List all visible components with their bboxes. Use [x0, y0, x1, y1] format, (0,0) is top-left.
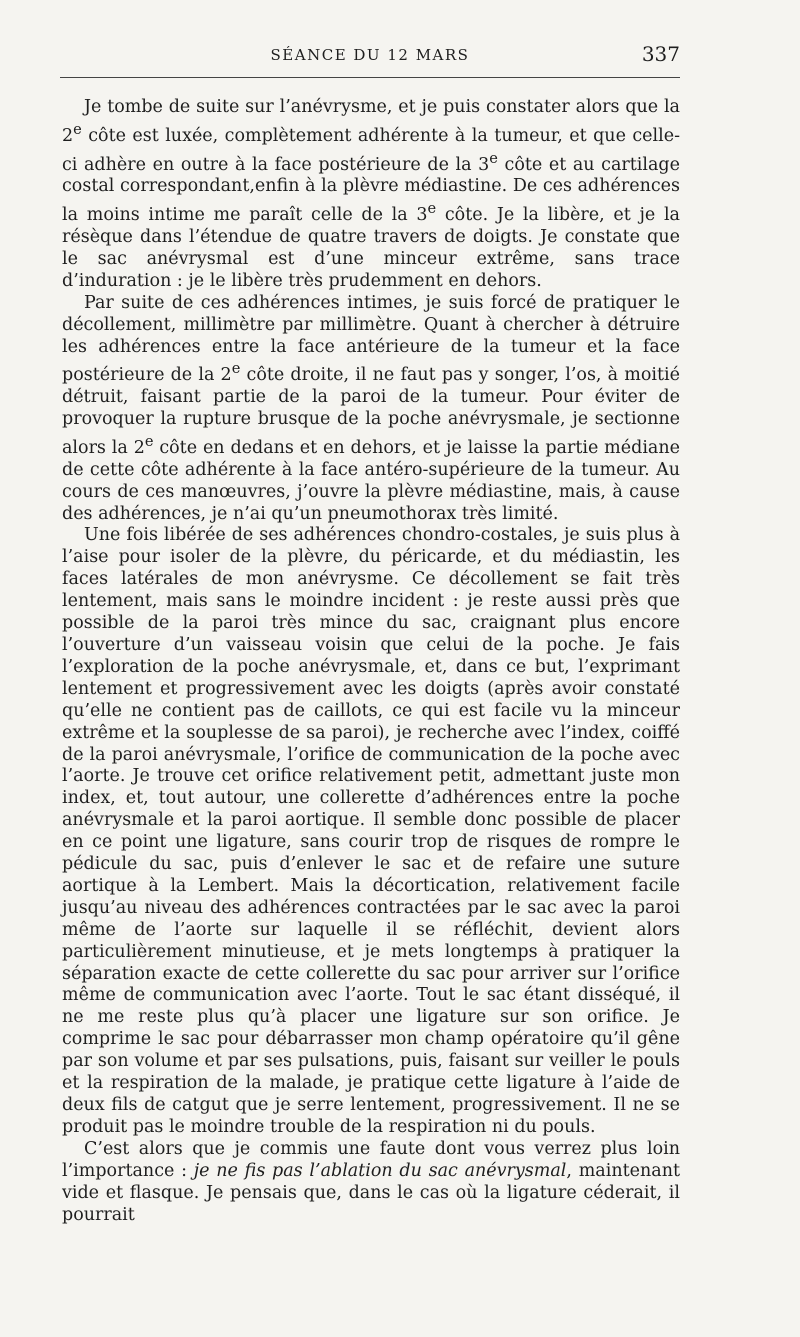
running-title: SÉANCE DU 12 MARS — [270, 46, 470, 64]
page-number: 337 — [641, 42, 680, 66]
body-text — [62, 97, 680, 1226]
paragraph: Par suite de ces adhérences intimes, je suis forcé de pratiquer le décollement, millimètre par millimètre. Quant à chercher à détruire les adhérences entre la face antérieure de la tumeur et la face postérieure de la 2e côte droite, il ne faut pas y songer, l’os, à moitié détruit, faisant partie de la paroi de la tumeur. Pour éviter de provoquer la rupture brusque de la poche anévrysmale, je sectionne alors la 2e côte en dedans et en dehors, et je laisse la partie médiane de cette côte adhérente à la face antéro-supérieure de la tumeur. Au cours de ces manœuvres, j’ouvre la plèvre médiastine, mais, à cause des adhérences, je n’ai qu’un pneumothorax très limité. — [62, 292, 681, 524]
paragraph: C’est alors que je commis une faute dont vous verrez plus loin l’importance : je ne fis pas l’ablation du sac anévrysmal, maintenant vide et flasque. Je pensais que, dans le cas où la ligature céderait, il pourrait — [62, 1138, 681, 1225]
paragraph: Une fois libérée de ses adhérences chondro-costales, je suis plus à l’aise pour isoler de la plèvre, du péricarde, et du médiastin, les faces latérales de mon anévrysme. Ce décollement se fait très lentement, mais sans le moindre incident : je reste aussi près que possible de la paroi très mince du sac, craignant plus encore l’ouverture d’un vaisseau voisin que celui de la poche. Je fais l’exploration de la poche anévrysmale, et, dans ce but, l’exprimant lentement et progressivement avec les doigts (après avoir constaté qu’elle ne contient pas de caillots, ce qui est facile vu la minceur extrême et la souplesse de sa paroi), je recherche avec l’index, coiffé de la paroi anévrysmale, l’orifice de communication de la poche avec l’aorte. Je trouve cet orifice relativement petit, admettant juste mon index, et, tout autour, une collerette d’adhérences entre la poche anévrysmale et la paroi aortique. Il semble donc possible de placer en ce point une ligature, sans courir trop de risques de rompre le pédicule du sac, puis d’enlever le sac et de refaire une suture aortique à la Lembert. Mais la décortication, relativement facile jusqu’au niveau des adhérences contractées par le sac avec la paroi même de l’aorte sur laquelle il se réfléchit, devient alors particulièrement minutieuse, et je mets longtemps à pratiquer la séparation exacte de cette collerette du sac pour arriver sur l’orifice même de communication avec l’aorte. Tout le sac étant disséqué, il ne me reste plus qu’à placer une ligature sur son orifice. Je comprime le sac pour débarrasser mon champ opératoire qu’il gêne par son volume et par ses pulsations, puis, faisant sur veiller le pouls et la respiration de la malade, je pratique cette ligature à l’aide de deux fils de catgut que je serre lentement, progressivement. Il ne se produit pas le moindre trouble de la respiration ni du pouls. — [62, 525, 680, 1137]
paragraph: Je tombe de suite sur l’anévrysme, et je puis constater alors que la 2e côte est luxée, complètement adhérente à la tumeur, et que celle-ci adhère en outre à la face postérieure de la 3e côte et au cartilage costal correspondant,enfin à la plèvre médiastine. De ces adhérences la moins intime me paraît celle de la 3e côte. Je la libère, et je la résèque dans l’étendue de quatre travers de doigts. Je constate que le sac anévrysmal est d’une minceur extrême, sans trace d’induration : je le libère très prudemment en dehors. — [62, 97, 680, 291]
running-header — [60, 40, 680, 70]
header-rule — [60, 77, 680, 78]
